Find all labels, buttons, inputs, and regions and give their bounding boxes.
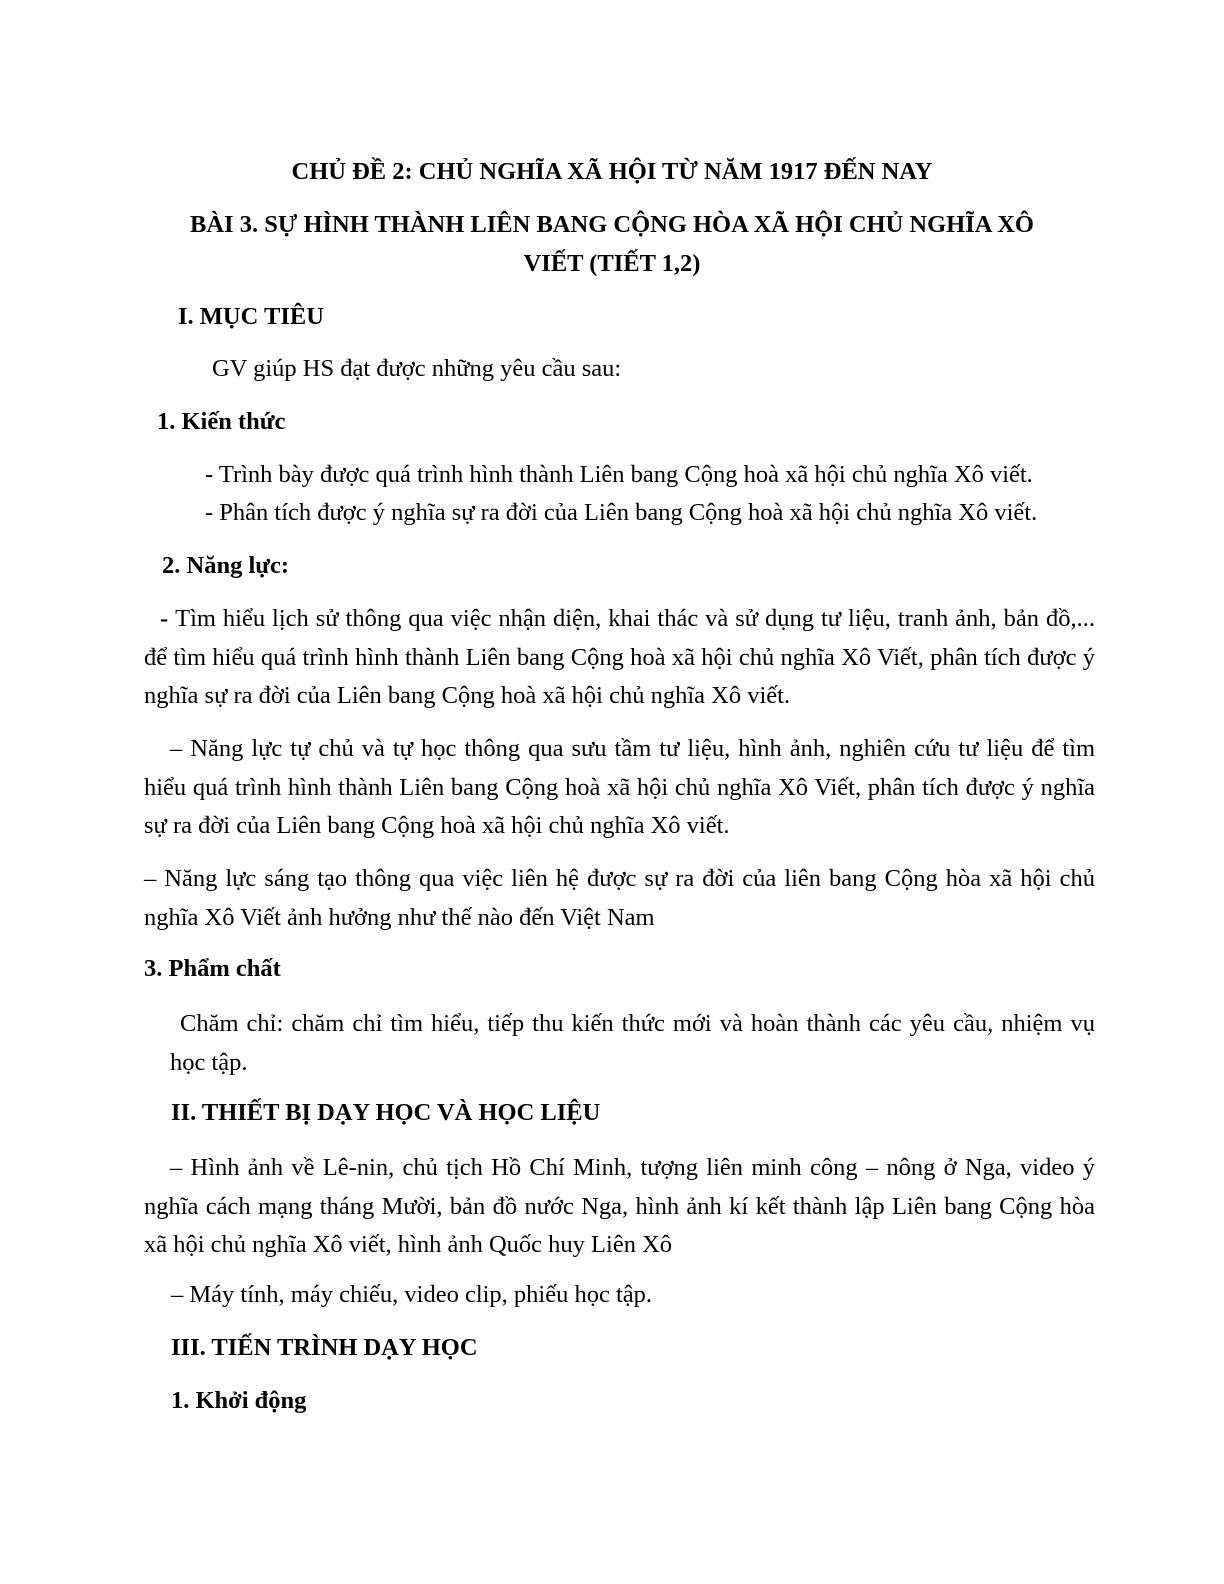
equipment-paragraph-1: – Hình ảnh về Lê-nin, chủ tịch Hồ Chí Minh, tượng liên minh công – nông ở Nga, video ý nghĩa cách mạng tháng Mười, bản đồ nước Nga, hình ảnh kí kết thành lập Liên bang Cộng hòa xã hội chủ nghĩa Xô viết, hình ảnh Quốc huy Liên Xô	[144, 1154, 1095, 1258]
lesson-title-line2: VIẾT (TIẾT 1,2)	[523, 250, 701, 277]
section-heading-process: III. TIẾN TRÌNH DẠY HỌC	[171, 1334, 478, 1361]
subheading-qualities: 3. Phẩm chất	[144, 955, 281, 982]
knowledge-item: - Phân tích được ý nghĩa sự ra đời của Liên bang Cộng hoà xã hội chủ nghĩa Xô viết.	[205, 499, 1038, 526]
topic-title: CHỦ ĐỀ 2: CHỦ NGHĨA XÃ HỘI TỪ NĂM 1917 ĐẾN NAY	[291, 158, 933, 185]
subheading-warmup: 1. Khởi động	[171, 1387, 307, 1414]
section-heading-objectives: I. MỤC TIÊU	[178, 303, 324, 330]
competence-paragraph-2: – Năng lực tự chủ và tự học thông qua sưu tầm tư liệu, hình ảnh, nghiên cứu tư liệu để tìm hiểu quá trình hình thành Liên bang Cộng hoà xã hội chủ nghĩa Xô Viết, phân tích được ý nghĩa sự ra đời của Liên bang Cộng hoà xã hội chủ nghĩa Xô viết.	[144, 735, 1095, 839]
lesson-title-line1: BÀI 3. SỰ HÌNH THÀNH LIÊN BANG CỘNG HÒA XÃ HỘI CHỦ NGHĨA XÔ	[190, 211, 1034, 238]
qualities-text: Chăm chỉ: chăm chỉ tìm hiểu, tiếp thu kiến thức mới và hoàn thành các yêu cầu, nhiệm vụ học tập.	[170, 1010, 1095, 1076]
competence-paragraph-1	[144, 600, 1095, 716]
competence-paragraph-3: – Năng lực sáng tạo thông qua việc liên hệ được sự ra đời của liên bang Cộng hòa xã hội chủ nghĩa Xô Viết ảnh hưởng như thế nào đến Việt Nam	[144, 865, 1095, 931]
competence-paragraph-1-text: Tìm hiểu lịch sử thông qua việc nhận diện, khai thác và sử dụng tư liệu, tranh ảnh, bản đồ,... để tìm hiểu quá trình hình thành Liên bang Cộng hoà xã hội chủ nghĩa Xô Viết, phân tích được ý nghĩa sự ra đời của Liên bang Cộng hoà xã hội chủ nghĩa Xô viết.	[144, 605, 1095, 709]
objectives-intro: GV giúp HS đạt được những yêu cầu sau:	[212, 355, 622, 382]
equipment-paragraph-2: – Máy tính, máy chiếu, video clip, phiếu học tập.	[171, 1281, 653, 1308]
competence-dash: -	[160, 605, 176, 632]
subheading-knowledge: 1. Kiến thức	[157, 408, 286, 435]
knowledge-item: - Trình bày được quá trình hình thành Liên bang Cộng hoà xã hội chủ nghĩa Xô viết.	[205, 461, 1033, 488]
subheading-competence: 2. Năng lực:	[162, 552, 289, 579]
section-heading-equipment: II. THIẾT BỊ DẠY HỌC VÀ HỌC LIỆU	[171, 1099, 601, 1126]
